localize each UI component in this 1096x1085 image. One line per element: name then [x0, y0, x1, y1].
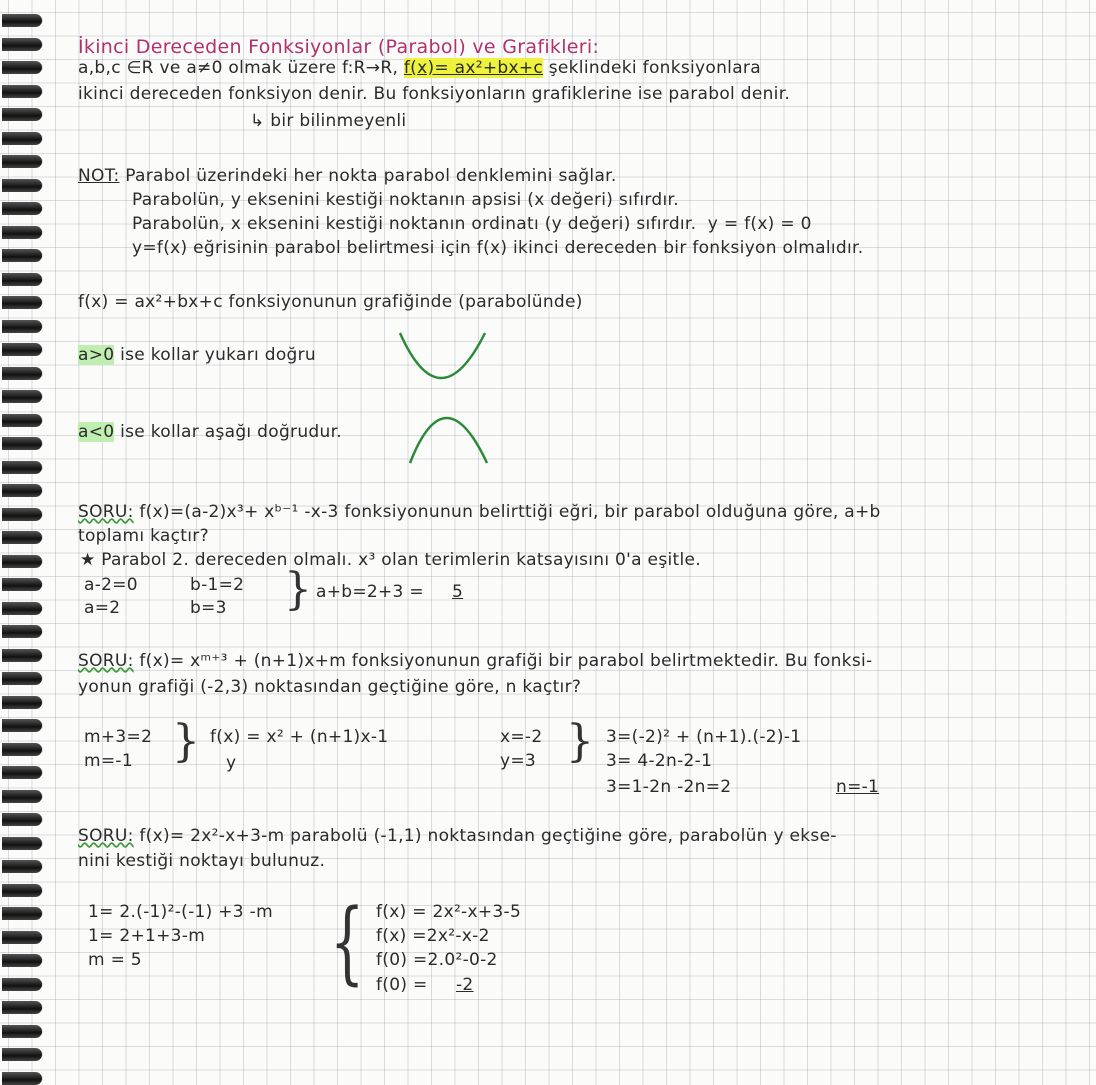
step: 3=1-2n -2n=2	[606, 777, 732, 797]
note-formula: y = f(x) = 0	[707, 214, 812, 234]
spiral-ring	[2, 860, 42, 873]
step: y=3	[500, 751, 537, 771]
note-line-2: Parabolün, y eksenini kestiği noktanın apsisi (x değeri) sıfırdır.	[132, 190, 679, 210]
brace: {	[330, 890, 365, 995]
brace: }	[566, 716, 594, 767]
intro-line-2: ikinci dereceden fonksiyon denir. Bu fonksiyonların grafiklerine ise parabol denir.	[78, 84, 791, 104]
spiral-ring	[2, 1072, 42, 1085]
note-line-4: y=f(x) eğrisinin parabol belirtmesi için f(x) ikinci dereceden bir fonksiyon olmalıdır.	[132, 238, 864, 258]
condition-highlight: a>0	[78, 345, 115, 365]
spiral-ring	[2, 85, 42, 98]
answer: 5	[452, 582, 464, 602]
question-1-hint: ★ Parabol 2. dereceden olmalı. x³ olan terimlerin katsayısını 0'a eşitle.	[80, 550, 701, 570]
spiral-ring	[2, 578, 42, 591]
step: f(0) =	[376, 975, 428, 995]
spiral-binding	[0, 0, 48, 1080]
spiral-ring	[2, 790, 42, 803]
spiral-ring	[2, 1025, 42, 1038]
spiral-ring	[2, 155, 42, 168]
note-line-1	[78, 166, 617, 186]
step: m=-1	[84, 751, 133, 771]
question-1-line-2: toplamı kaçtır?	[78, 526, 209, 546]
step: f(x) = x² + (n+1)x-1	[210, 727, 389, 747]
step: 1= 2.(-1)²-(-1) +3 -m	[88, 902, 273, 922]
step: 1= 2+1+3-m	[88, 926, 206, 946]
spiral-ring	[2, 38, 42, 51]
spiral-ring	[2, 954, 42, 967]
question-2-line-1	[78, 651, 872, 671]
spiral-ring	[2, 625, 42, 638]
question-label: SORU:	[78, 826, 134, 846]
spiral-ring	[2, 531, 42, 544]
spiral-ring	[2, 249, 42, 262]
spiral-ring	[2, 931, 42, 944]
spiral-ring	[2, 132, 42, 145]
spiral-ring	[2, 696, 42, 709]
upward-parabola-icon	[395, 328, 495, 388]
step: a+b=2+3 =	[316, 582, 424, 602]
spiral-ring	[2, 202, 42, 215]
spiral-ring	[2, 555, 42, 568]
spiral-ring	[2, 1001, 42, 1014]
question-text: f(x)= 2x²-x+3-m parabolü (-1,1) noktasından geçtiğine göre, parabolün y ekse-	[139, 826, 837, 846]
step: b=3	[190, 598, 227, 618]
intro-text: a,b,c ∈R ve a≠0 olmak üzere f:R→R,	[78, 58, 399, 78]
step: 3= 4-2n-2-1	[606, 751, 713, 771]
spiral-ring	[2, 296, 42, 309]
question-1-line-1	[78, 502, 881, 522]
step: b-1=2	[190, 575, 245, 595]
down-rule	[78, 422, 342, 442]
page-title: İkinci Dereceden Fonksiyonlar (Parabol) ve Grafikleri:	[78, 36, 600, 58]
up-rule	[78, 345, 316, 365]
spiral-ring	[2, 602, 42, 615]
answer: -2	[456, 975, 474, 995]
spiral-ring	[2, 978, 42, 991]
step: y	[226, 753, 237, 773]
brace: }	[284, 564, 312, 615]
question-text: f(x)= xᵐ⁺³ + (n+1)x+m fonksiyonunun grafiği bir parabol belirtmektedir. Bu fonksi-	[139, 651, 873, 671]
spiral-ring	[2, 343, 42, 356]
question-text: f(x)=(a-2)x³+ xᵇ⁻¹ -x-3 fonksiyonunun belirttiği eğri, bir parabol olduğuna göre, a+b	[139, 502, 881, 522]
spiral-ring	[2, 14, 42, 27]
highlighted-formula: f(x)= ax²+bx+c	[403, 58, 544, 78]
intro-line-1	[78, 58, 761, 78]
spiral-ring	[2, 367, 42, 380]
condition-highlight: a<0	[78, 422, 115, 442]
note-text: Parabol üzerindeki her nokta parabol denklemini sağlar.	[125, 166, 617, 186]
spiral-ring	[2, 508, 42, 521]
rule-text: ise kollar aşağı doğrudur.	[120, 422, 343, 442]
step: f(x) =2x²-x-2	[376, 926, 490, 946]
downward-parabola-icon	[405, 408, 495, 468]
rule-text: ise kollar yukarı doğru	[120, 345, 317, 365]
spiral-ring	[2, 484, 42, 497]
question-3-line-2: nini kestiği noktayı bulunuz.	[78, 851, 326, 871]
note-line-3	[132, 214, 812, 234]
spiral-ring	[2, 108, 42, 121]
spiral-ring	[2, 719, 42, 732]
intro-note: ↳ bir bilinmeyenli	[250, 111, 407, 131]
question-3-line-1	[78, 826, 837, 846]
spiral-ring	[2, 813, 42, 826]
spiral-ring	[2, 226, 42, 239]
spiral-ring	[2, 461, 42, 474]
step: f(0) =2.0²-0-2	[376, 950, 498, 970]
spiral-ring	[2, 273, 42, 286]
spiral-ring	[2, 61, 42, 74]
spiral-ring	[2, 320, 42, 333]
spiral-ring	[2, 743, 42, 756]
step: m+3=2	[84, 727, 153, 747]
step: f(x) = 2x²-x+3-5	[376, 902, 522, 922]
spiral-ring	[2, 1048, 42, 1061]
question-2-line-2: yonun grafiği (-2,3) noktasından geçtiğine göre, n kaçtır?	[78, 677, 582, 697]
spiral-ring	[2, 179, 42, 192]
brace: }	[172, 716, 200, 767]
step: 3=(-2)² + (n+1).(-2)-1	[606, 727, 802, 747]
spiral-ring	[2, 414, 42, 427]
spiral-ring	[2, 837, 42, 850]
question-label: SORU:	[78, 502, 134, 522]
step: a=2	[84, 598, 121, 618]
question-label: SORU:	[78, 651, 134, 671]
note-text: Parabolün, x eksenini kestiği noktanın ordinatı (y değeri) sıfırdır.	[132, 214, 697, 234]
step: a-2=0	[84, 575, 138, 595]
spiral-ring	[2, 884, 42, 897]
intro-text: şeklindeki fonksiyonlara	[548, 58, 761, 78]
graph-intro: f(x) = ax²+bx+c fonksiyonunun grafiğinde (parabolünde)	[78, 292, 583, 312]
note-label: NOT:	[78, 166, 120, 186]
spiral-ring	[2, 766, 42, 779]
step: x=-2	[500, 727, 543, 747]
answer: n=-1	[836, 777, 880, 797]
spiral-ring	[2, 437, 42, 450]
spiral-ring	[2, 649, 42, 662]
spiral-ring	[2, 907, 42, 920]
step: m = 5	[88, 950, 142, 970]
spiral-ring	[2, 672, 42, 685]
spiral-ring	[2, 390, 42, 403]
